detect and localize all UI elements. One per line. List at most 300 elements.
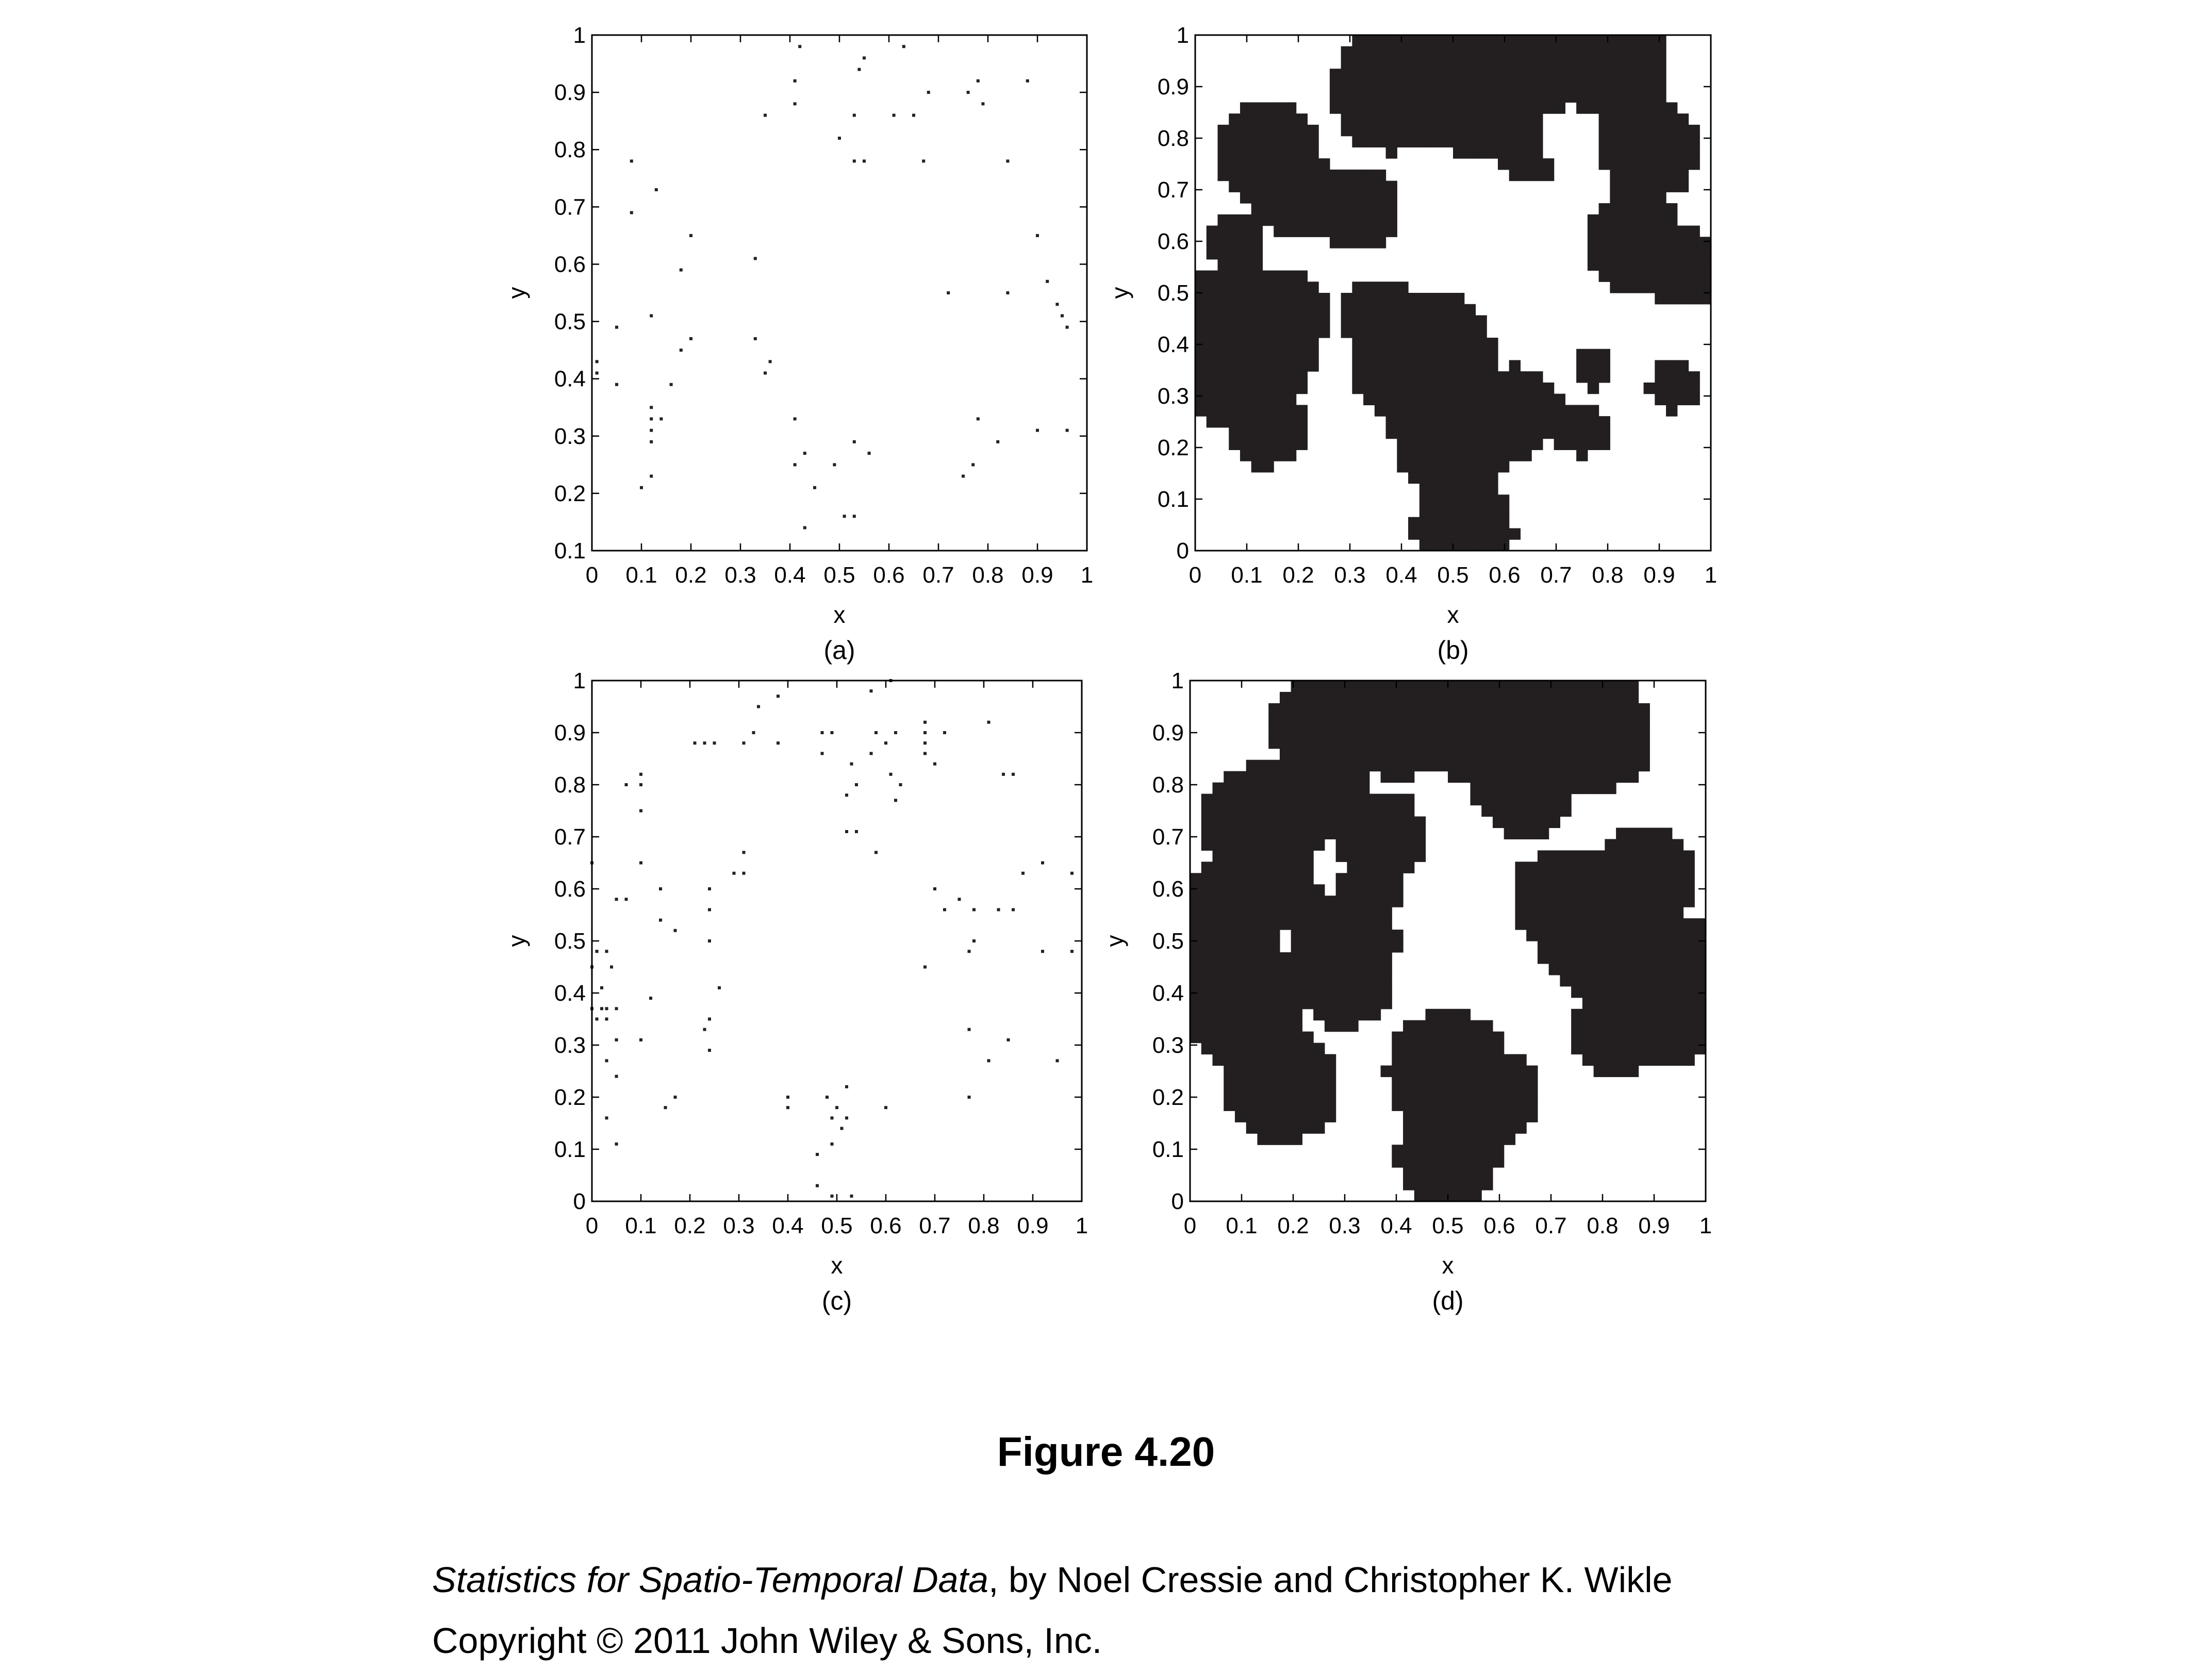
filled-cell: [1302, 952, 1313, 964]
filled-cell: [1257, 760, 1268, 772]
filled-cell: [1336, 952, 1347, 964]
filled-cell: [1352, 91, 1363, 103]
filled-cell: [1386, 360, 1397, 371]
filled-cell: [1280, 998, 1291, 1010]
filled-cell: [1397, 349, 1408, 360]
data-point: [754, 337, 757, 340]
filled-cell: [1571, 896, 1582, 907]
y-tick-label: 0.1: [1157, 487, 1189, 512]
filled-cell: [1363, 383, 1375, 394]
filled-cell: [1582, 850, 1594, 862]
filled-cell: [1358, 749, 1369, 760]
filled-cell: [1531, 383, 1543, 394]
filled-cell: [1224, 794, 1235, 806]
filled-cell: [1251, 439, 1263, 450]
filled-cell: [1605, 975, 1616, 987]
data-point: [967, 91, 970, 94]
filled-cell: [1605, 930, 1616, 941]
filled-cell: [1201, 828, 1213, 839]
filled-cell: [1240, 394, 1251, 405]
filled-cell: [1644, 91, 1655, 103]
filled-cell: [1274, 439, 1285, 450]
filled-cell: [1212, 998, 1224, 1010]
filled-cell: [1235, 1099, 1246, 1111]
filled-cell: [1437, 692, 1448, 704]
filled-cell: [1599, 226, 1610, 237]
panel-label: (d): [1432, 1286, 1464, 1315]
filled-cell: [1582, 918, 1594, 930]
filled-cell: [1426, 1066, 1437, 1078]
filled-cell: [1493, 1043, 1504, 1055]
y-axis-label: y: [503, 935, 530, 947]
filled-cell: [1442, 394, 1453, 405]
filled-cell: [1408, 304, 1419, 316]
filled-cell: [1336, 805, 1347, 817]
filled-cell: [1515, 771, 1526, 783]
filled-cell: [1280, 771, 1291, 783]
filled-cell: [1381, 794, 1392, 806]
filled-cell: [1257, 783, 1268, 795]
filled-cell: [1520, 416, 1531, 427]
filled-cell: [1274, 113, 1285, 125]
filled-cell: [1649, 873, 1661, 885]
filled-cell: [1627, 907, 1639, 919]
filled-cell: [1588, 57, 1599, 69]
filled-cell: [1549, 964, 1560, 975]
filled-cell: [1442, 450, 1453, 461]
filled-cell: [1621, 226, 1632, 237]
filled-cell: [1448, 737, 1459, 749]
data-point: [650, 406, 653, 409]
data-point: [1046, 280, 1049, 283]
filled-cell: [1610, 125, 1621, 136]
filled-cell: [1426, 1111, 1437, 1122]
filled-cell: [1594, 1009, 1605, 1021]
filled-cell: [1285, 136, 1296, 147]
filled-cell: [1352, 181, 1363, 192]
filled-cell: [1235, 862, 1246, 873]
filled-cell: [1437, 760, 1448, 772]
y-tick-label: 0.2: [1157, 435, 1189, 460]
data-point: [899, 783, 902, 786]
filled-cell: [1644, 113, 1655, 125]
filled-cell: [1475, 102, 1487, 113]
filled-cell: [1307, 315, 1318, 326]
filled-cell: [1217, 416, 1229, 427]
filled-cell: [1381, 749, 1392, 760]
filled-cell: [1414, 726, 1426, 738]
filled-cell: [1549, 952, 1560, 964]
filled-cell: [1392, 1088, 1403, 1100]
panel-label: (c): [821, 1286, 852, 1315]
filled-cell: [1655, 237, 1666, 248]
filled-cell: [1639, 1032, 1650, 1044]
filled-cell: [1296, 371, 1308, 383]
filled-cell: [1639, 884, 1650, 896]
filled-cell: [1639, 862, 1650, 873]
y-tick-label: 0: [573, 1189, 586, 1214]
data-point: [845, 1116, 848, 1119]
filled-cell: [1610, 102, 1621, 113]
filled-cell: [1639, 896, 1650, 907]
filled-cell: [1419, 472, 1431, 484]
filled-cell: [1431, 338, 1442, 349]
filled-cell: [1431, 326, 1442, 338]
data-point: [968, 950, 971, 953]
filled-cell: [1296, 427, 1308, 439]
filled-cell: [1689, 248, 1700, 259]
filled-cell: [1280, 907, 1291, 919]
filled-cell: [1262, 293, 1274, 304]
filled-cell: [1493, 737, 1504, 749]
filled-cell: [1291, 1066, 1302, 1078]
filled-cell: [1666, 394, 1677, 405]
filled-cell: [1616, 760, 1627, 772]
filled-cell: [1347, 884, 1358, 896]
x-tick-label: 0.4: [1380, 1213, 1412, 1238]
filled-cell: [1582, 760, 1594, 772]
y-axis-label: y: [1107, 287, 1133, 299]
filled-cell: [1689, 394, 1700, 405]
filled-cell: [1190, 986, 1201, 998]
filled-cell: [1605, 715, 1616, 726]
filled-cell: [1475, 472, 1487, 484]
filled-cell: [1240, 125, 1251, 136]
filled-cell: [1352, 192, 1363, 203]
filled-cell: [1448, 749, 1459, 760]
filled-cell: [1229, 427, 1240, 439]
data-point: [838, 137, 841, 140]
filled-cell: [1576, 46, 1588, 58]
filled-cell: [1610, 136, 1621, 147]
filled-cell: [1605, 1054, 1616, 1066]
filled-cell: [1538, 794, 1549, 806]
data-point: [680, 269, 683, 272]
filled-cell: [1487, 517, 1498, 528]
filled-cell: [1207, 371, 1218, 383]
filled-cell: [1274, 383, 1285, 394]
filled-cell: [1257, 1032, 1268, 1044]
panel-a: [503, 23, 1093, 665]
filled-cell: [1224, 839, 1235, 851]
filled-cell: [1235, 1066, 1246, 1078]
data-point: [674, 929, 677, 932]
filled-cell: [1240, 349, 1251, 360]
filled-cell: [1683, 952, 1695, 964]
data-point: [855, 783, 858, 786]
x-tick-label: 0.6: [873, 562, 905, 588]
filled-cell: [1470, 1020, 1481, 1032]
filled-cell: [1403, 1077, 1414, 1088]
data-point: [615, 1075, 618, 1078]
filled-cell: [1419, 484, 1431, 495]
filled-cell: [1504, 1077, 1515, 1088]
filled-cell: [1448, 715, 1459, 726]
filled-cell: [1381, 681, 1392, 692]
filled-cell: [1336, 783, 1347, 795]
filled-cell: [1240, 102, 1251, 113]
filled-cell: [1571, 703, 1582, 715]
filled-cell: [1448, 1167, 1459, 1179]
filled-cell: [1262, 450, 1274, 461]
filled-cell: [1291, 975, 1302, 987]
filled-cell: [1201, 941, 1213, 953]
filled-cell: [1616, 884, 1627, 896]
filled-cell: [1375, 237, 1386, 248]
filled-cell: [1437, 1099, 1448, 1111]
filled-cell: [1549, 862, 1560, 873]
filled-cell: [1515, 692, 1526, 704]
filled-cell: [1621, 46, 1632, 58]
filled-cell: [1531, 113, 1543, 125]
filled-cell: [1325, 715, 1336, 726]
filled-cell: [1509, 394, 1521, 405]
filled-cell: [1381, 907, 1392, 919]
filled-cell: [1386, 226, 1397, 237]
filled-cell: [1504, 1133, 1515, 1145]
filled-cell: [1403, 703, 1414, 715]
filled-cell: [1666, 147, 1677, 158]
filled-cell: [1408, 113, 1419, 125]
panel-d: [1101, 668, 1712, 1315]
filled-cell: [1504, 805, 1515, 817]
filled-cell: [1588, 259, 1599, 271]
filled-cell: [1672, 839, 1683, 851]
filled-cell: [1487, 416, 1498, 427]
filled-cell: [1358, 692, 1369, 704]
filled-cell: [1358, 998, 1369, 1010]
filled-cell: [1515, 1054, 1526, 1066]
filled-cell: [1621, 147, 1632, 158]
filled-cell: [1386, 125, 1397, 136]
filled-cell: [1408, 91, 1419, 103]
filled-cell: [1448, 1156, 1459, 1168]
filled-cell: [1347, 1009, 1358, 1021]
filled-cell: [1201, 998, 1213, 1010]
filled-cell: [1632, 113, 1644, 125]
filled-cell: [1487, 102, 1498, 113]
filled-cell: [1240, 282, 1251, 293]
filled-cell: [1235, 1032, 1246, 1044]
filled-cell: [1274, 158, 1285, 170]
filled-cell: [1341, 203, 1352, 214]
filled-cell: [1498, 427, 1509, 439]
filled-cell: [1639, 749, 1650, 760]
filled-cell: [1661, 828, 1672, 839]
filled-cell: [1285, 360, 1296, 371]
filled-cell: [1257, 1111, 1268, 1122]
data-point: [1061, 314, 1064, 317]
filled-cell: [1392, 1032, 1403, 1044]
filled-cell: [1325, 918, 1336, 930]
filled-cell: [1397, 102, 1408, 113]
filled-cell: [1419, 539, 1431, 551]
filled-cell: [1470, 1099, 1481, 1111]
book-title: Statistics for Spatio-Temporal Data: [432, 1560, 988, 1600]
filled-cell: [1475, 506, 1487, 517]
filled-cell: [1302, 760, 1313, 772]
filled-cell: [1515, 907, 1526, 919]
filled-cell: [1594, 1066, 1605, 1078]
y-tick-label: 0: [1171, 1189, 1184, 1214]
filled-cell: [1341, 102, 1352, 113]
filled-cell: [1352, 203, 1363, 214]
filled-cell: [1302, 1111, 1313, 1122]
filled-cell: [1408, 69, 1419, 80]
data-point: [630, 211, 633, 214]
filled-cell: [1352, 338, 1363, 349]
filled-cell: [1683, 975, 1695, 987]
filled-cell: [1302, 828, 1313, 839]
filled-cell: [1616, 850, 1627, 862]
filled-cell: [1257, 1043, 1268, 1055]
filled-cell: [1240, 416, 1251, 427]
filled-cell: [1217, 136, 1229, 147]
filled-cell: [1296, 214, 1308, 226]
filled-cell: [1246, 896, 1258, 907]
filled-cell: [1280, 1088, 1291, 1100]
filled-cell: [1448, 1009, 1459, 1021]
filled-cell: [1543, 35, 1554, 46]
filled-cell: [1605, 703, 1616, 715]
filled-cell: [1481, 681, 1493, 692]
filled-cell: [1582, 964, 1594, 975]
filled-cell: [1431, 383, 1442, 394]
filled-cell: [1459, 1167, 1471, 1179]
filled-cell: [1318, 203, 1330, 214]
filled-cell: [1509, 136, 1521, 147]
filled-cell: [1229, 125, 1240, 136]
data-point: [874, 731, 878, 734]
filled-cell: [1235, 1111, 1246, 1122]
filled-cell: [1414, 703, 1426, 715]
filled-cell: [1291, 1032, 1302, 1044]
filled-cell: [1655, 69, 1666, 80]
filled-cell: [1453, 125, 1464, 136]
filled-cell: [1498, 450, 1509, 461]
filled-cell: [1677, 170, 1689, 181]
filled-cell: [1414, 681, 1426, 692]
y-tick-label: 0.5: [554, 929, 586, 954]
filled-cell: [1347, 918, 1358, 930]
filled-cell: [1666, 226, 1677, 237]
filled-cell: [1448, 1099, 1459, 1111]
filled-cell: [1296, 360, 1308, 371]
filled-cell: [1217, 405, 1229, 416]
filled-cell: [1442, 383, 1453, 394]
filled-cell: [1313, 1077, 1325, 1088]
filled-cell: [1520, 46, 1531, 58]
filled-cell: [1363, 371, 1375, 383]
filled-cell: [1392, 828, 1403, 839]
filled-cell: [1229, 349, 1240, 360]
filled-cell: [1632, 46, 1644, 58]
filled-cell: [1481, 1179, 1493, 1190]
filled-cell: [1190, 941, 1201, 953]
filled-cell: [1538, 828, 1549, 839]
filled-cell: [1369, 862, 1381, 873]
filled-cell: [1621, 282, 1632, 293]
filled-cell: [1426, 1133, 1437, 1145]
filled-cell: [1498, 91, 1509, 103]
filled-cell: [1414, 1179, 1426, 1190]
filled-cell: [1268, 1043, 1280, 1055]
filled-cell: [1515, 816, 1526, 828]
filled-cell: [1240, 427, 1251, 439]
filled-cell: [1408, 338, 1419, 349]
filled-cell: [1639, 986, 1650, 998]
filled-cell: [1475, 360, 1487, 371]
filled-cell: [1538, 816, 1549, 828]
filled-cell: [1475, 371, 1487, 383]
y-tick-label: 0.8: [1152, 772, 1184, 798]
filled-cell: [1571, 726, 1582, 738]
filled-cell: [1470, 726, 1481, 738]
filled-cell: [1325, 1020, 1336, 1032]
filled-cell: [1426, 726, 1437, 738]
filled-cell: [1599, 91, 1610, 103]
filled-cell: [1224, 805, 1235, 817]
filled-cell: [1464, 315, 1476, 326]
filled-cell: [1381, 703, 1392, 715]
filled-cell: [1683, 896, 1695, 907]
filled-cell: [1212, 964, 1224, 975]
data-point: [853, 440, 856, 443]
filled-cell: [1475, 125, 1487, 136]
filled-cell: [1369, 828, 1381, 839]
data-point: [1066, 429, 1069, 432]
filled-cell: [1543, 394, 1554, 405]
filled-cell: [1336, 771, 1347, 783]
x-tick-label: 0.5: [821, 1213, 853, 1238]
filled-cell: [1459, 1009, 1471, 1021]
x-tick-label: 0.8: [972, 562, 1004, 588]
filled-cell: [1381, 692, 1392, 704]
y-tick-label: 0.4: [1157, 332, 1189, 357]
filled-cell: [1352, 102, 1363, 113]
filled-cell: [1426, 1167, 1437, 1179]
filled-cell: [1565, 427, 1576, 439]
filled-cell: [1403, 715, 1414, 726]
filled-cell: [1313, 783, 1325, 795]
filled-cell: [1386, 91, 1397, 103]
filled-cell: [1369, 749, 1381, 760]
filled-cell: [1582, 884, 1594, 896]
filled-cell: [1414, 1032, 1426, 1044]
filled-cell: [1257, 862, 1268, 873]
filled-cell: [1257, 1122, 1268, 1134]
filled-cell: [1677, 383, 1689, 394]
filled-cell: [1632, 271, 1644, 282]
filled-cell: [1246, 760, 1258, 772]
y-tick-label: 0.6: [554, 876, 586, 902]
filled-cell: [1235, 1088, 1246, 1100]
filled-cell: [1375, 203, 1386, 214]
filled-cell: [1481, 1077, 1493, 1088]
filled-cell: [1481, 703, 1493, 715]
filled-cell: [1369, 941, 1381, 953]
filled-cell: [1498, 494, 1509, 506]
filled-cell: [1302, 726, 1313, 738]
filled-cell: [1498, 80, 1509, 91]
filled-cell: [1313, 964, 1325, 975]
filled-cell: [1268, 1066, 1280, 1078]
filled-cell: [1291, 816, 1302, 828]
filled-cell: [1363, 192, 1375, 203]
filled-cell: [1397, 450, 1408, 461]
filled-cell: [1419, 57, 1431, 69]
filled-cell: [1229, 170, 1240, 181]
